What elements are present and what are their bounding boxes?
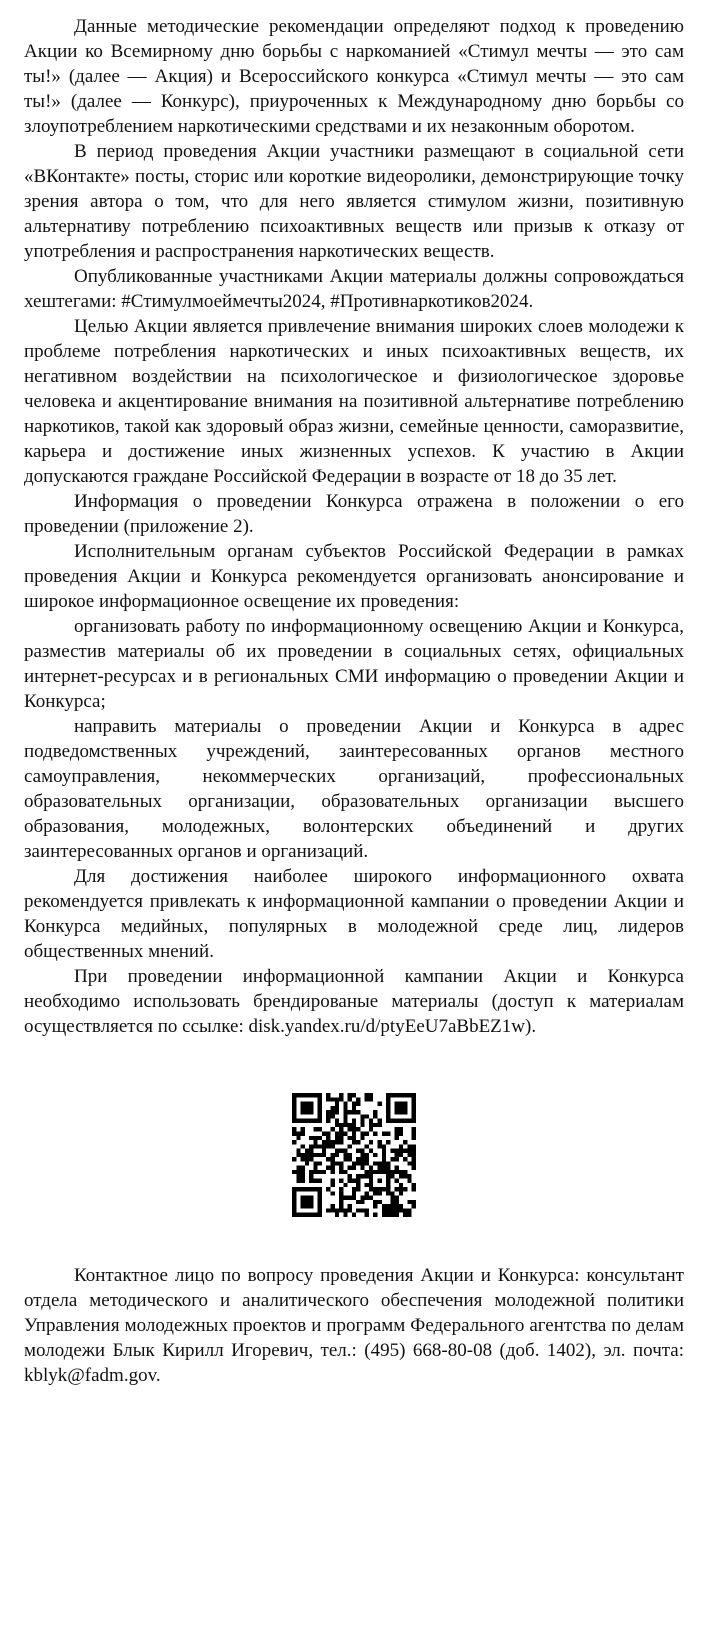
- paragraph-contact: Контактное лицо по вопросу проведения Акции и Конкурса: консультант отдела методического и аналитического обеспечения молодежной политики Управления молодежных проектов и программ Федерального агентства по делам молодежи Блык Кирилл Игоревич, тел.: (495) 668-80-08 (доб. 1402), эл. почта: kblyk@fadm.gov.: [24, 1265, 684, 1386]
- paragraph-intro: Данные методические рекомендации определяют подход к проведению Акции ко Всемирному дню борьбы с наркоманией «Стимул мечты — это сам ты!» (далее — Акция) и Всероссийского конкурса «Стимул мечты — это сам ты!» (далее — Конкурс), приуроченных к Международному дню борьбы со злоупотреблением наркотическими средствами и их незаконным оборотом.: [24, 16, 684, 137]
- paragraph-branded-materials: При проведении информационной кампании Акции и Конкурса необходимо использовать брендированые материалы (доступ к материалам осуществляется по ссылке: disk.yandex.ru/d/ptyEeU7aBbEZ1w).: [24, 966, 684, 1037]
- paragraph-contest-info: Информация о проведении Конкурса отражена в положении о его проведении (приложение 2).: [24, 491, 684, 537]
- paragraph-send-materials: направить материалы о проведении Акции и Конкурса в адрес подведомственных учреждений, заинтересованных органов местного самоуправления, некоммерческих организаций, профессиональных образовательных организации, образовательных организации высшего образования, молодежных, волонтерских объединений и других заинтересованных органов и организаций.: [24, 716, 684, 862]
- paragraph-influencers: Для достижения наиболее широкого информационного охвата рекомендуется привлекать к информационной кампании о проведении Акции и Конкурса медийных, популярных в молодежной среде лиц, лидеров общественных мнений.: [24, 866, 684, 962]
- paragraph-participation: В период проведения Акции участники размещают в социальной сети «ВКонтакте» посты, сторис или короткие видеоролики, демонстрирующие точку зрения автора о том, что для него является стимулом жизни, позитивную альтернативу потреблению психоактивных веществ или призыв к отказу от употребления и распространения наркотических веществ.: [24, 141, 684, 262]
- paragraph-organize-coverage: организовать работу по информационному освещению Акции и Конкурса, разместив материалы об их проведении в социальных сетях, официальных интернет-ресурсах и в региональных СМИ информацию о проведении Акции и Конкурса;: [24, 616, 684, 712]
- paragraph-goal: Целью Акции является привлечение внимания широких слоев молодежи к проблеме потребления наркотических и иных психоактивных веществ, их негативном воздействии на психологическое и физиологическое здоровье человека и акцентирование внимания на позитивной альтернативе потреблению наркотиков, такой как здоровый образ жизни, семейные ценности, саморазвитие, карьера и достижение иных жизненных успехов. К участию в Акции допускаются граждане Российской Федерации в возрасте от 18 до 35 лет.: [24, 316, 684, 487]
- document-page: [24, 14, 684, 1388]
- paragraph-hashtags: Опубликованные участниками Акции материалы должны сопровождаться хештегами: #Стимулмоеймечты2024, #Противнаркотиков2024.: [24, 266, 684, 312]
- paragraph-regional-bodies: Исполнительным органам субъектов Российской Федерации в рамках проведения Акции и Конкурса рекомендуется организовать анонсирование и широкое информационное освещение их проведения:: [24, 541, 684, 612]
- qr-code-icon[interactable]: [292, 1093, 416, 1217]
